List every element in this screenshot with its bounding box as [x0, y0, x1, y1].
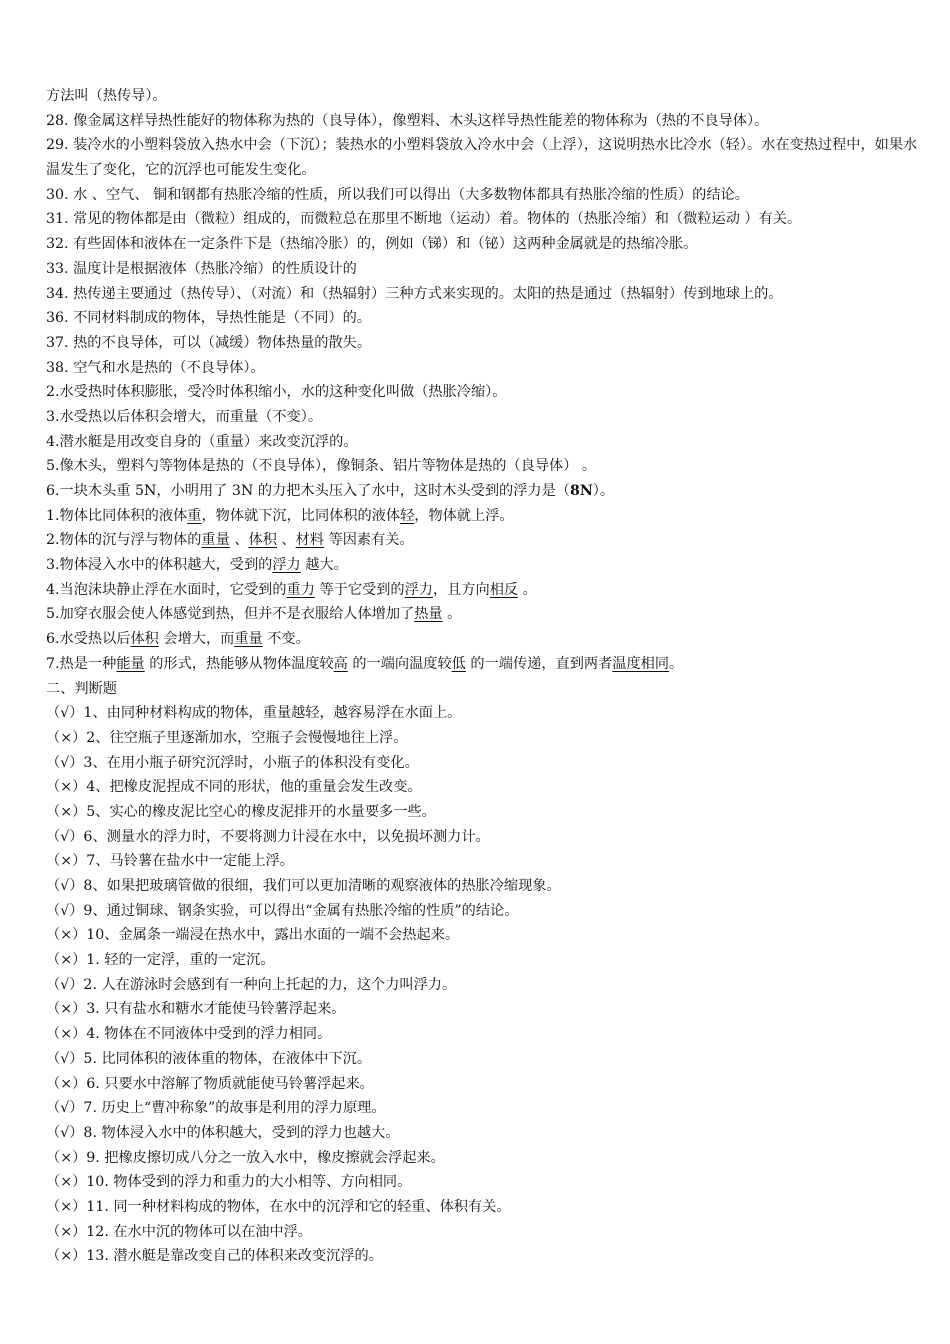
- judge-item: （√）5. 比同体积的液体重的物体，在液体中下沉。: [46, 1050, 372, 1067]
- blank-answer: 重力: [286, 581, 315, 598]
- judge-item: （×）2、往空瓶子里逐渐加水，空瓶子会慢慢地往上浮。: [46, 729, 408, 746]
- judge-item: （×）11. 同一种材料构成的物体，在水中的沉浮和它的轻重、体积有关。: [46, 1198, 511, 1215]
- text-segment: 、: [229, 532, 249, 549]
- judge-item: （√）9、通过铜球、钢条实验，可以得出“金属有热胀冷缩的性质”的结论。: [46, 902, 519, 919]
- text-line: 2.水受热时体积膨胀，受冷时体积缩小，水的这种变化叫做（热胀冷缩）。: [46, 384, 507, 401]
- text-line: 36. 不同材料制成的物体，导热性能是（不同）的。: [46, 310, 372, 327]
- judge-item: （√）7. 历史上“曹冲称象”的故事是利用的浮力原理。: [46, 1100, 386, 1117]
- text-line: 方法叫（热传导）。: [46, 88, 167, 104]
- judge-item: （×）3. 只有盐水和糖水才能使马铃薯浮起来。: [46, 1001, 346, 1018]
- text-line: 30. 水 、空气、 铜和钢都有热胀冷缩的性质，所以我们可以得出（大多数物体都具有热胀冷缩的性质）的结论。: [46, 186, 749, 203]
- fill-blank-line: [46, 578, 918, 603]
- fill-blank-line: [46, 504, 918, 529]
- judge-item: （×）7、马铃薯在盐水中一定能上浮。: [46, 853, 294, 870]
- fill-blank-line: [46, 652, 918, 677]
- judge-item: （√）8. 物体浸入水中的体积越大，受到的浮力也越大。: [46, 1124, 400, 1141]
- fill-blank-line: [46, 528, 918, 553]
- blank-answer: 温度相同: [612, 655, 670, 672]
- text-segment: 1.物体比同体积的液体: [46, 507, 188, 524]
- text-segment: ，且方向: [432, 581, 490, 598]
- blank-answer: 材料: [295, 532, 324, 549]
- text-segment: 的一端传递，直到两者: [465, 655, 613, 672]
- document-body: [46, 84, 918, 1269]
- text-segment: 。: [518, 581, 537, 598]
- blank-answer: 体积: [248, 532, 277, 549]
- blank-answer: 热量: [414, 606, 443, 623]
- judge-item: （√）6、测量水的浮力时，不要将测力计浸在水中，以免损坏测力计。: [46, 828, 490, 845]
- judge-item: （√）2. 人在游泳时会感到有一种向上托起的力，这个力叫浮力。: [46, 976, 457, 993]
- text-segment: 6.水受热以后: [46, 631, 131, 648]
- text-segment: 等因素有关。: [324, 532, 414, 549]
- text-segment: 的形式，热能够从物体温度较: [144, 655, 334, 672]
- judge-item: （×）4. 物体在不同液体中受到的浮力相同。: [46, 1026, 332, 1043]
- text-line: 31. 常见的物体都是由（微粒）组成的，而微粒总在那里不断地（运动）着。物体的（热胀冷缩）和（微粒运动 ）有关。: [46, 211, 802, 228]
- section-heading: 二、判断题: [46, 680, 117, 697]
- text-line: 38. 空气和水是热的（不良导体）。: [46, 359, 265, 376]
- text-segment: 会增大，而: [158, 631, 235, 648]
- judge-item: （×）1. 轻的一定浮，重的一定沉。: [46, 952, 275, 969]
- text-segment: ，物体就下沉，比同体积的液体: [201, 507, 401, 524]
- answer-text: 8N: [569, 483, 593, 500]
- blank-answer: 轻: [400, 507, 415, 524]
- text-segment: 2.物体的沉与浮与物体的: [46, 532, 202, 549]
- blank-answer: 高: [333, 655, 348, 672]
- text-line: 29. 装冷水的小塑料袋放入热水中会（下沉）；装热水的小塑料袋放入冷水中会（上浮），这说明热水比冷水（轻）。水在变热过程中，如果水温发生了变化，它的沉浮也可能发生变化。: [46, 137, 918, 179]
- fill-blank-line: [46, 627, 918, 652]
- blank-answer: 重量: [201, 532, 230, 549]
- text-segment: 等于它受到的: [314, 581, 405, 598]
- judge-item: （×）5、实心的橡皮泥比空心的橡皮泥排开的水量要多一些。: [46, 803, 436, 820]
- text-segment: ）。: [592, 483, 615, 500]
- text-segment: 越大。: [300, 557, 348, 574]
- text-segment: 不变。: [262, 631, 310, 648]
- text-segment: 5.加穿衣服会使人体感觉到热，但并不是衣服给人体增加了: [46, 606, 415, 623]
- text-segment: 。: [442, 606, 462, 623]
- judge-item: （×）4、把橡皮泥捏成不同的形状，他的重量会发生改变。: [46, 779, 422, 796]
- fill-blank-line: [46, 553, 918, 578]
- text-segment: 3.物体浸入水中的体积越大，受到的: [46, 557, 273, 574]
- judge-item: （×）12. 在水中沉的物体可以在油中浮。: [46, 1223, 312, 1240]
- judge-item: （√）3、在用小瓶子研究沉浮时，小瓶子的体积没有变化。: [46, 754, 419, 771]
- fill-blank-line: [46, 602, 918, 627]
- text-line: 28. 像金属这样导热性能好的物体称为热的（良导体），像塑料、木头这样导热性能差的物体称为（热的不良导体）。: [46, 112, 769, 129]
- text-segment: ，物体就上浮。: [414, 507, 514, 524]
- judge-item: （√）1、由同种材料构成的物体，重量越轻，越容易浮在水面上。: [46, 705, 462, 722]
- text-line: 32. 有些固体和液体在一定条件下是（热缩冷胀）的，例如（锑）和（铋）这两种金属就是的热缩冷胀。: [46, 236, 698, 253]
- judge-item: （×）9. 把橡皮擦切成八分之一放入水中，橡皮擦就会浮起来。: [46, 1149, 445, 1166]
- text-segment: 4.当泡沫块静止浮在水面时，它受到的: [46, 581, 287, 598]
- text-line: 37. 热的不良导体，可以（减缓）物体热量的散失。: [46, 334, 372, 351]
- blank-answer: 能量: [116, 655, 145, 672]
- judge-item: （×）6. 只要水中溶解了物质就能使马铃薯浮起来。: [46, 1075, 374, 1092]
- text-line: 4.潜水艇是用改变自身的（重量）来改变沉浮的。: [46, 433, 358, 450]
- judge-item: （×）13. 潜水艇是靠改变自己的体积来改变沉浮的。: [46, 1248, 383, 1265]
- text-line: 3.水受热以后体积会增大，而重量（不变）。: [46, 408, 323, 425]
- blank-answer: 重: [187, 507, 202, 524]
- blank-answer: 浮力: [272, 557, 301, 574]
- text-line: 34. 热传递主要通过（热传导）、（对流）和（热辐射）三种方式来实现的。太阳的热是通过（热辐射）传到地球上的。: [46, 285, 783, 302]
- blank-answer: 低: [451, 655, 466, 672]
- judge-item: （×）10. 物体受到的浮力和重力的大小相等、方向相同。: [46, 1174, 412, 1191]
- text-segment: 的一端向温度较: [347, 655, 452, 672]
- text-segment: 6.一块木头重 5N，小明用了 3N 的力把木头压入了水中，这时木头受到的浮力是（: [46, 483, 570, 500]
- text-line: 33. 温度计是根据液体（热胀冷缩）的性质设计的: [46, 260, 357, 277]
- text-segment: 。: [669, 655, 684, 672]
- text-segment: 7.热是一种: [46, 655, 117, 672]
- text-line: [46, 479, 918, 504]
- blank-answer: 浮力: [404, 581, 433, 598]
- judge-item: （√）8、如果把玻璃管做的很细，我们可以更加清晰的观察液体的热胀冷缩现象。: [46, 878, 561, 895]
- blank-answer: 相反: [489, 581, 519, 598]
- judge-item: （×）10、金属条一端浸在热水中，露出水面的一端不会热起来。: [46, 927, 460, 944]
- blank-answer: 重量: [234, 631, 263, 648]
- blank-answer: 体积: [130, 631, 159, 648]
- text-line: 5.像木头，塑料勺等物体是热的（不良导体），像铜条、铝片等物体是热的（良导体） 。: [46, 458, 597, 475]
- text-segment: 、: [276, 532, 296, 549]
